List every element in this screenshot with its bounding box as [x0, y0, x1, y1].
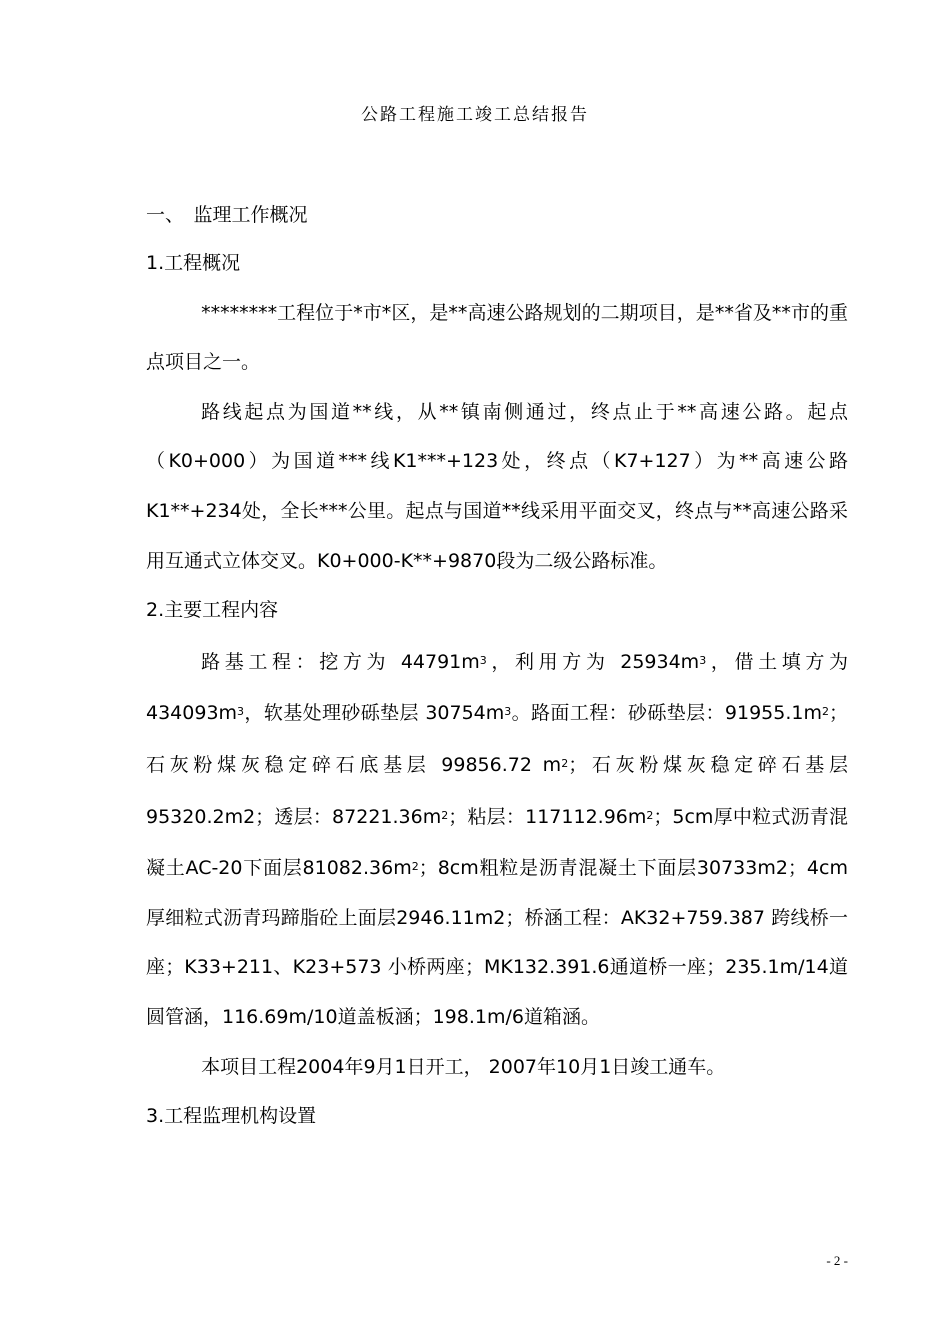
paragraph-overview-2: 路线起点为国道**线，从**镇南侧通过，终点止于**高速公路。起点（K0+000）为国道***线K1***+123处，终点（K7+127）为**高速公路K1**+234处，全长***公里。起点与国道**线采用平面交叉，终点与**高速公路采用互通式立体交叉。K0+000-K**+9870段为二级公路标准。	[146, 400, 848, 572]
works-text-h: ；粘层：117112.96m	[448, 805, 647, 828]
paragraph-overview-1: ********工程位于*市*区，是**高速公路规划的二期项目，是**省及**市的重点项目之一。	[146, 301, 848, 374]
works-text-f: ；石灰粉煤灰稳定碎石底基层 99856.72 m	[146, 702, 848, 776]
works-text-d: ，软基处理砂砾垫层 30754m	[244, 702, 505, 725]
works-text-e: 。路面工程：砂砾垫层：91955.1m	[511, 702, 822, 725]
paragraph-schedule: 本项目工程2004年9月1日开工， 2007年10月1日竣工通车。	[201, 1055, 726, 1078]
page-number: - 2 -	[826, 1253, 848, 1268]
section-heading: 一、 监理工作概况	[146, 204, 308, 226]
paragraph-works	[146, 636, 848, 1043]
unit-sup: 2	[411, 860, 419, 874]
unit-sup: 2	[821, 705, 829, 719]
document-body	[146, 200, 848, 1142]
subsection-heading-2: 2.主要工程内容	[146, 599, 279, 622]
subsection-heading-3: 3.工程监理机构设置	[146, 1105, 317, 1128]
document-title: 公路工程施工竣工总结报告	[361, 105, 589, 125]
unit-sup: 3	[479, 653, 487, 667]
works-text-g: ；石灰粉煤灰稳定碎石基层 95320.2m2；透层：87221.36m	[146, 753, 848, 828]
works-text-j: ；8cm粗粒是沥青混凝土下面层30733m2；4cm厚细粒式沥青玛蹄脂砼上面层2946.11m2；桥涵工程：AK32+759.387 跨线桥一座；K33+211、K23+573 小桥两座；MK132.391.6通道桥一座；235.1m/14道圆管涵，116.69m/10道盖板涵；198.1m/6道箱涵。	[146, 857, 848, 1028]
works-text-c: ，借土填方为 434093m	[146, 650, 848, 725]
unit-sup: 3	[504, 705, 512, 719]
unit-sup: 2	[441, 808, 449, 822]
unit-sup: 2	[561, 756, 569, 770]
unit-sup: 3	[699, 653, 707, 667]
works-text-i: ；5cm厚中粒式沥青混凝土AC-20下面层81082.36m	[146, 805, 848, 880]
works-text-b: ，利用方为 25934m	[486, 650, 700, 673]
unit-sup: 3	[237, 705, 245, 719]
works-text-a: 路基工程：挖方为 44791m	[201, 650, 480, 673]
subsection-heading-1: 1.工程概况	[146, 252, 241, 274]
unit-sup: 2	[646, 808, 654, 822]
